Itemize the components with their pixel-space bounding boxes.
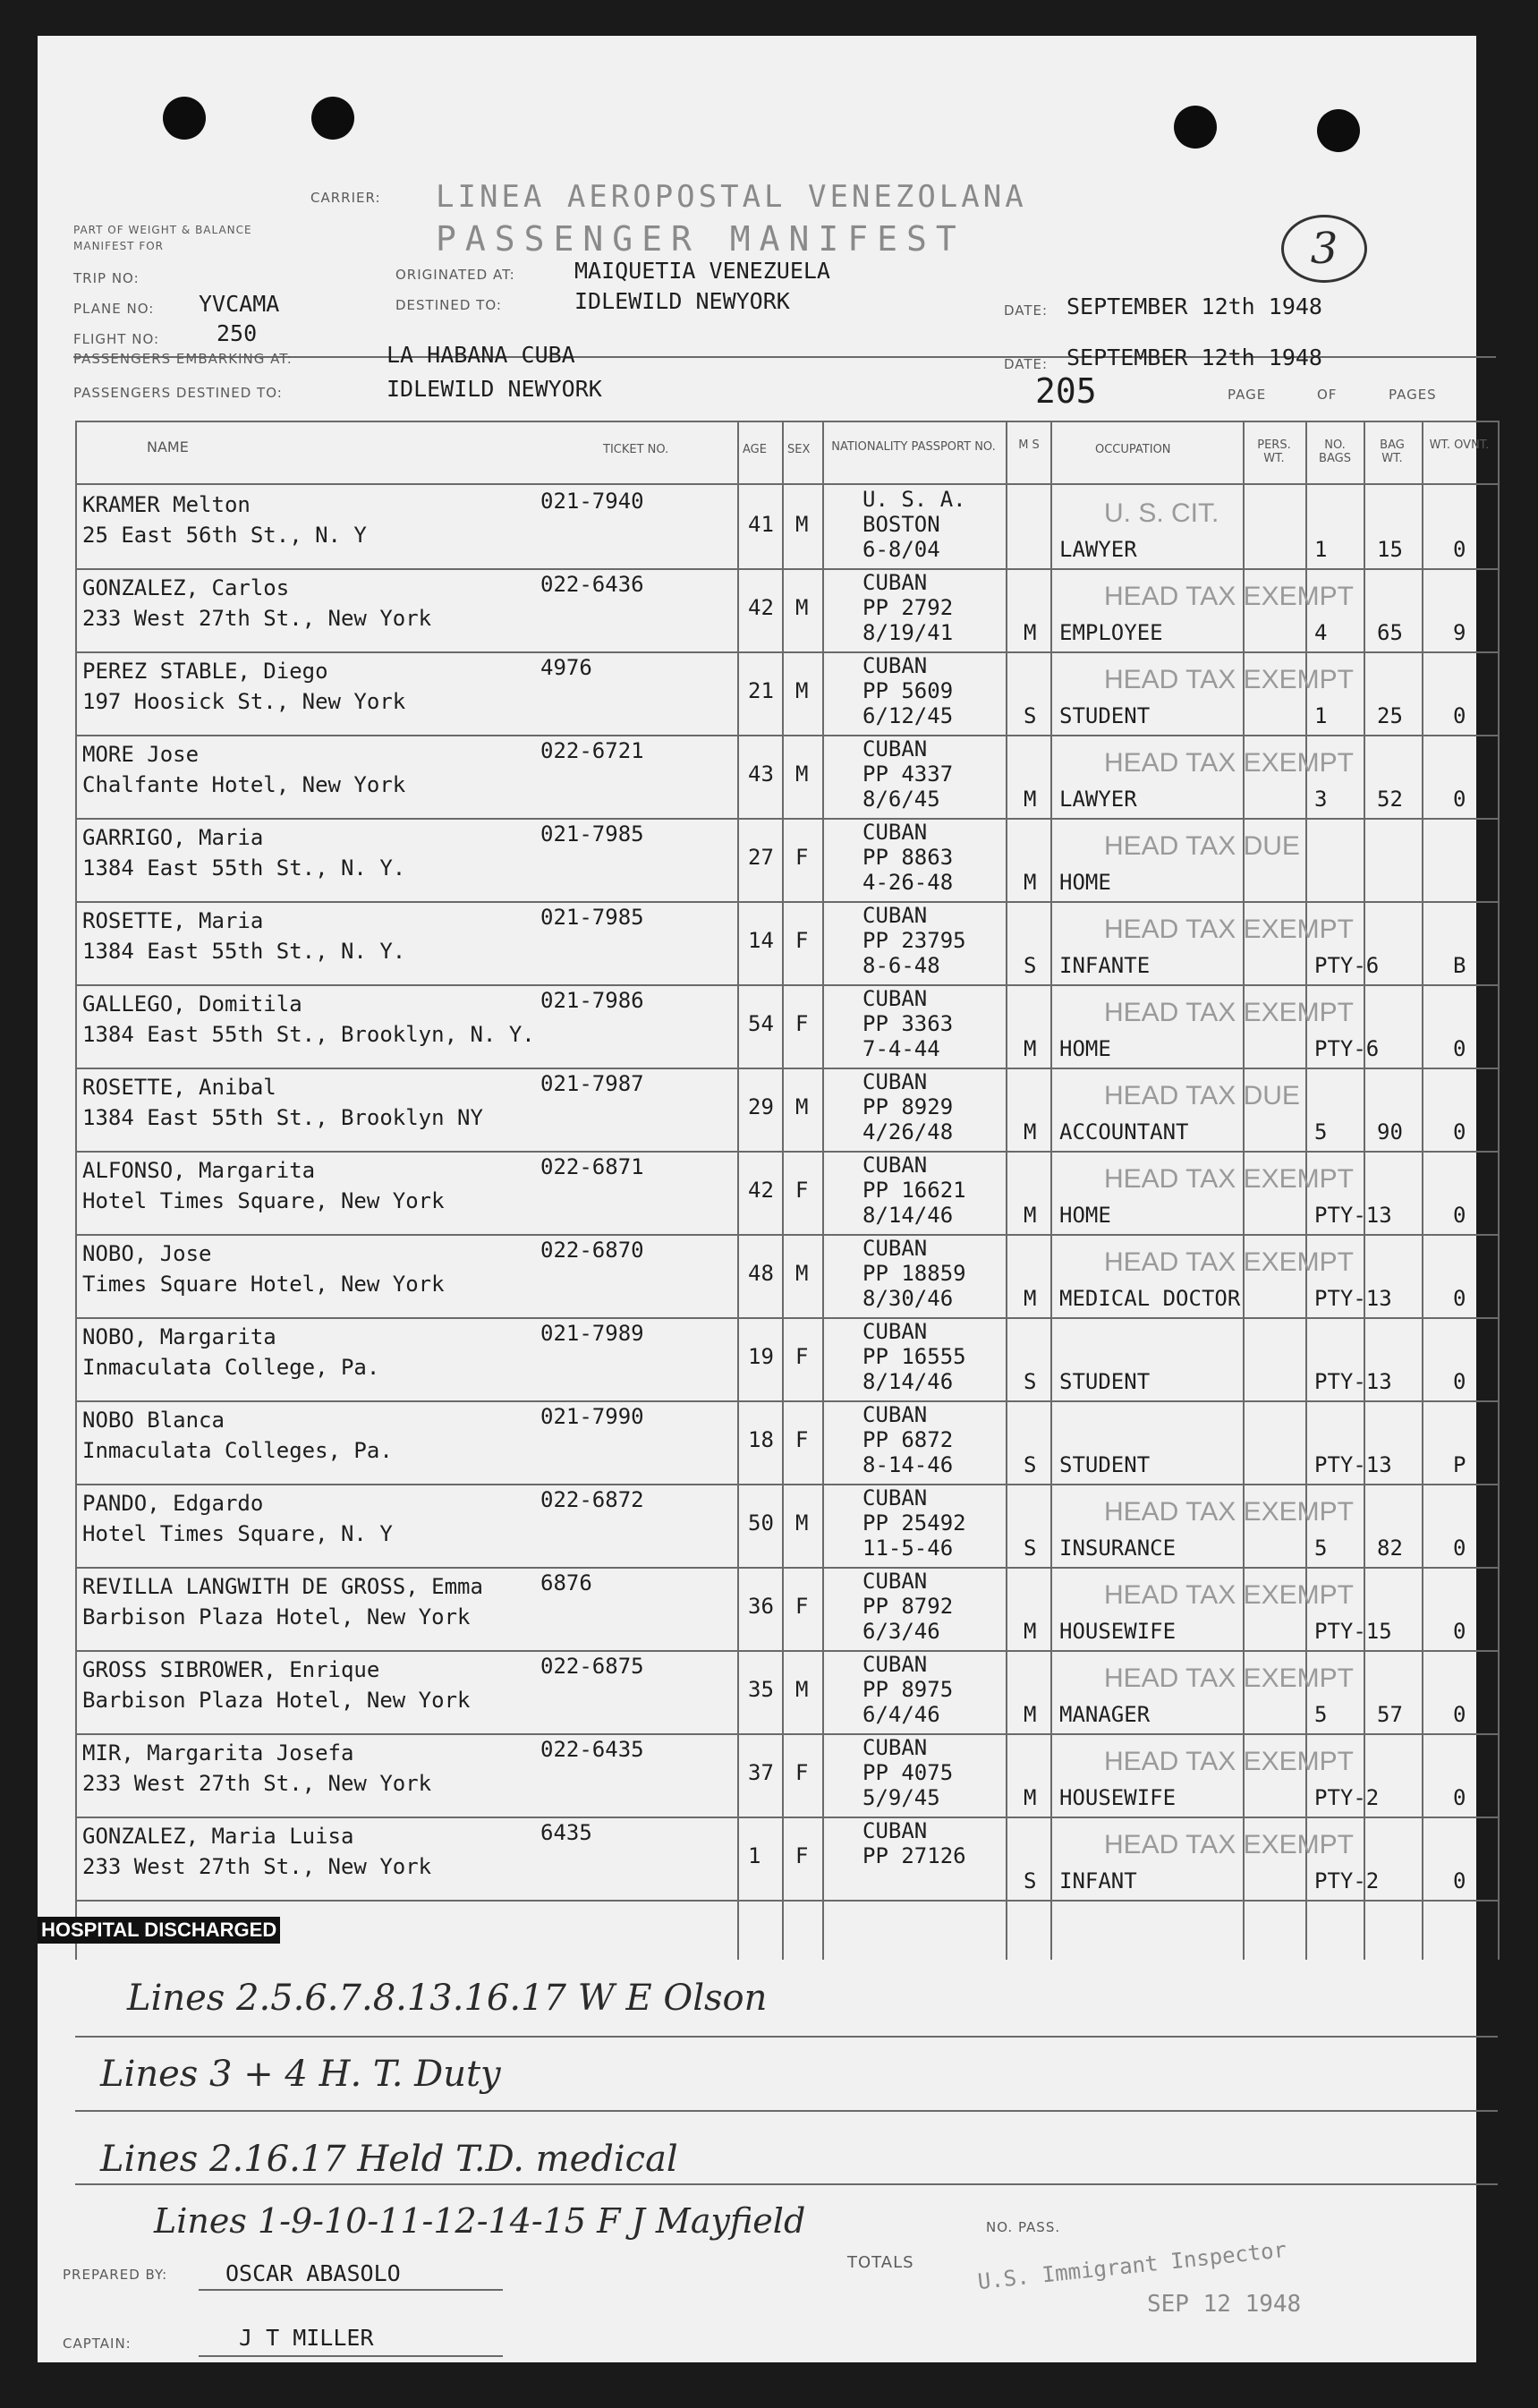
row-bags: PTY-6 bbox=[1314, 1036, 1380, 1061]
row-name: GARRIGO, Maria bbox=[82, 825, 264, 850]
row-note: HEAD TAX EXEMPT bbox=[1104, 1830, 1354, 1859]
row-bag-wt: 15 bbox=[1377, 537, 1403, 562]
row-wt-ovnt: 0 bbox=[1453, 1619, 1466, 1644]
row-ticket: 022-6436 bbox=[540, 572, 644, 597]
row-note: HEAD TAX EXEMPT bbox=[1104, 1580, 1354, 1610]
carrier-name: LINEA AEROPOSTAL VENEZOLANA bbox=[436, 179, 1027, 215]
col-bag-wt: BAG WT. bbox=[1380, 438, 1405, 465]
row-sex: M bbox=[795, 678, 809, 703]
row-sex: F bbox=[795, 1843, 809, 1868]
row-address: 25 East 56th St., N. Y bbox=[82, 523, 367, 548]
row-passport-date: 4-26-48 bbox=[862, 870, 954, 895]
row-nationality: CUBAN bbox=[862, 1818, 928, 1843]
row-ms: S bbox=[1024, 1369, 1037, 1394]
captain-label: CAPTAIN: bbox=[63, 2336, 132, 2352]
row-occupation: MEDICAL DOCTOR bbox=[1059, 1286, 1241, 1311]
plane-no-value: YVCAMA bbox=[199, 291, 280, 317]
row-ms: M bbox=[1024, 870, 1037, 895]
row-passport-date: 4/26/48 bbox=[862, 1119, 954, 1144]
row-occupation: MANAGER bbox=[1059, 1702, 1151, 1727]
row-occupation: INSURANCE bbox=[1059, 1536, 1177, 1561]
row-occupation: HOME bbox=[1059, 1036, 1111, 1061]
row-passport: PP 5609 bbox=[862, 678, 954, 703]
row-bag-wt: 82 bbox=[1377, 1536, 1403, 1561]
row-ticket: 022-6875 bbox=[540, 1654, 644, 1679]
row-bags: PTY-2 bbox=[1314, 1785, 1380, 1810]
row-nationality: CUBAN bbox=[862, 736, 928, 762]
row-note: HEAD TAX DUE bbox=[1104, 1081, 1300, 1110]
row-address: Barbison Plaza Hotel, New York bbox=[82, 1688, 471, 1713]
flight-no-value: 250 bbox=[217, 320, 258, 346]
row-address: 197 Hoosick St., New York bbox=[82, 689, 406, 714]
row-passport: PP 18859 bbox=[862, 1261, 966, 1286]
row-note: HEAD TAX EXEMPT bbox=[1104, 1747, 1354, 1776]
row-bags: 3 bbox=[1314, 787, 1328, 812]
row-occupation: INFANT bbox=[1059, 1868, 1137, 1893]
weight-balance-label: PART OF WEIGHT & BALANCE bbox=[73, 224, 252, 236]
row-passport: PP 8975 bbox=[862, 1677, 954, 1702]
prepared-by-label: PREPARED BY: bbox=[63, 2267, 168, 2283]
row-sex: F bbox=[795, 1178, 809, 1203]
row-address: 233 West 27th St., New York bbox=[82, 606, 432, 631]
page-number: 205 bbox=[1035, 371, 1097, 411]
row-bag-wt: 25 bbox=[1377, 703, 1403, 728]
row-occupation: HOUSEWIFE bbox=[1059, 1785, 1177, 1810]
row-ticket: 022-6871 bbox=[540, 1154, 644, 1179]
row-ticket: 021-7940 bbox=[540, 489, 644, 514]
row-nationality: CUBAN bbox=[862, 1069, 928, 1094]
row-nationality: U. S. A. bbox=[862, 487, 966, 512]
row-nationality: CUBAN bbox=[862, 1485, 928, 1510]
carrier-label: CARRIER: bbox=[310, 190, 381, 206]
row-nationality: CUBAN bbox=[862, 1735, 928, 1760]
row-bags: PTY-13 bbox=[1314, 1452, 1392, 1477]
handwritten-line-1: Lines 2.5.6.7.8.13.16.17 W E Olson bbox=[127, 1978, 768, 2019]
row-passport-date: 6/3/46 bbox=[862, 1619, 940, 1644]
row-name: ROSETTE, Anibal bbox=[82, 1075, 276, 1100]
row-address: 1384 East 55th St., Brooklyn, N. Y. bbox=[82, 1022, 535, 1047]
row-bags: PTY-13 bbox=[1314, 1286, 1392, 1311]
row-age: 36 bbox=[748, 1594, 774, 1619]
row-ms: M bbox=[1024, 1036, 1037, 1061]
row-note: HEAD TAX EXEMPT bbox=[1104, 1663, 1354, 1693]
row-age: 50 bbox=[748, 1510, 774, 1536]
row-ms: M bbox=[1024, 1785, 1037, 1810]
row-ms: M bbox=[1024, 1286, 1037, 1311]
row-ticket: 022-6721 bbox=[540, 738, 644, 763]
date2-value: SEPTEMBER 12th 1948 bbox=[1066, 345, 1322, 370]
row-passport: PP 8929 bbox=[862, 1094, 954, 1119]
trip-no-label: TRIP NO: bbox=[73, 270, 140, 286]
row-name: PEREZ STABLE, Diego bbox=[82, 659, 328, 684]
row-ticket: 6876 bbox=[540, 1570, 592, 1595]
row-wt-ovnt: 0 bbox=[1453, 1536, 1466, 1561]
row-sex: F bbox=[795, 1594, 809, 1619]
punch-hole-icon bbox=[1174, 106, 1217, 149]
row-address: Times Square Hotel, New York bbox=[82, 1272, 445, 1297]
row-wt-ovnt: 0 bbox=[1453, 537, 1466, 562]
row-nationality: CUBAN bbox=[862, 986, 928, 1011]
row-bags: PTY-6 bbox=[1314, 953, 1380, 978]
row-address: Hotel Times Square, N. Y bbox=[82, 1521, 393, 1546]
row-wt-ovnt: 0 bbox=[1453, 1369, 1466, 1394]
row-name: MORE Jose bbox=[82, 742, 200, 767]
row-sex: F bbox=[795, 928, 809, 953]
flight-no-label: FLIGHT NO: bbox=[73, 331, 160, 347]
row-address: 1384 East 55th St., Brooklyn NY bbox=[82, 1105, 483, 1130]
handwritten-line-4: Lines 1-9-10-11-12-14-15 F J Mayfield bbox=[154, 2201, 806, 2241]
date2-label: DATE: bbox=[1004, 356, 1049, 372]
row-bags: PTY-13 bbox=[1314, 1203, 1392, 1228]
date-stamp: SEP 12 1948 bbox=[1147, 2291, 1302, 2318]
row-occupation: STUDENT bbox=[1059, 1452, 1151, 1477]
row-nationality: CUBAN bbox=[862, 1153, 928, 1178]
pages-label: PAGES bbox=[1389, 387, 1437, 403]
row-passport-date: 6/12/45 bbox=[862, 703, 954, 728]
row-name: NOBO Blanca bbox=[82, 1408, 225, 1433]
row-ticket: 021-7987 bbox=[540, 1071, 644, 1096]
row-passport-date: 8/6/45 bbox=[862, 787, 940, 812]
row-bags: 5 bbox=[1314, 1119, 1328, 1144]
row-age: 27 bbox=[748, 845, 774, 870]
row-nationality: CUBAN bbox=[862, 653, 928, 678]
row-bags: PTY-2 bbox=[1314, 1868, 1380, 1893]
row-bags: 5 bbox=[1314, 1536, 1328, 1561]
plane-no-label: PLANE NO: bbox=[73, 301, 155, 317]
row-ms: M bbox=[1024, 1619, 1037, 1644]
row-ms: S bbox=[1024, 1536, 1037, 1561]
row-note: HEAD TAX EXEMPT bbox=[1104, 915, 1354, 944]
of-label: OF bbox=[1317, 387, 1338, 403]
prepared-by-value: OSCAR ABASOLO bbox=[225, 2260, 401, 2286]
row-sex: F bbox=[795, 1011, 809, 1036]
row-passport: PP 25492 bbox=[862, 1510, 966, 1536]
row-address: 1384 East 55th St., N. Y. bbox=[82, 939, 406, 964]
row-wt-ovnt: 0 bbox=[1453, 787, 1466, 812]
row-age: 41 bbox=[748, 512, 774, 537]
row-wt-ovnt: 0 bbox=[1453, 1286, 1466, 1311]
col-occupation: OCCUPATION bbox=[1095, 443, 1171, 456]
row-passport: PP 4337 bbox=[862, 762, 954, 787]
row-sex: M bbox=[795, 512, 809, 537]
punch-hole-icon bbox=[1317, 109, 1360, 152]
row-occupation: STUDENT bbox=[1059, 703, 1151, 728]
col-sex: SEX bbox=[787, 443, 811, 456]
row-note: HEAD TAX EXEMPT bbox=[1104, 1164, 1354, 1194]
row-nationality: CUBAN bbox=[862, 1569, 928, 1594]
row-wt-ovnt: 0 bbox=[1453, 1702, 1466, 1727]
originated-value: MAIQUETIA VENEZUELA bbox=[574, 258, 830, 284]
row-note: HEAD TAX EXEMPT bbox=[1104, 665, 1354, 694]
row-wt-ovnt: B bbox=[1453, 953, 1466, 978]
row-name: KRAMER Melton bbox=[82, 492, 251, 517]
row-age: 48 bbox=[748, 1261, 774, 1286]
row-ticket: 4976 bbox=[540, 655, 592, 680]
row-ticket: 022-6870 bbox=[540, 1238, 644, 1263]
row-bags: 1 bbox=[1314, 537, 1328, 562]
row-name: ALFONSO, Margarita bbox=[82, 1158, 316, 1183]
row-ticket: 022-6872 bbox=[540, 1487, 644, 1512]
originated-label: ORIGINATED AT: bbox=[395, 267, 515, 283]
row-nationality: CUBAN bbox=[862, 1236, 928, 1261]
row-passport-date: 8-14-46 bbox=[862, 1452, 954, 1477]
row-nationality: CUBAN bbox=[862, 570, 928, 595]
row-nationality: CUBAN bbox=[862, 820, 928, 845]
row-name: NOBO, Jose bbox=[82, 1241, 212, 1266]
row-address: Barbison Plaza Hotel, New York bbox=[82, 1604, 471, 1629]
row-bag-wt: 52 bbox=[1377, 787, 1403, 812]
row-passport: PP 16621 bbox=[862, 1178, 966, 1203]
page-title: PASSENGER MANIFEST bbox=[436, 219, 965, 259]
destined-value: IDLEWILD NEWYORK bbox=[574, 288, 790, 314]
row-sex: M bbox=[795, 1261, 809, 1286]
row-ticket: 6435 bbox=[540, 1820, 592, 1845]
inspector-stamp: U.S. Immigrant Inspector bbox=[976, 2236, 1288, 2295]
row-passport-date: 5/9/45 bbox=[862, 1785, 940, 1810]
handwritten-line-3: Lines 2.16.17 Held T.D. medical bbox=[100, 2139, 678, 2180]
row-wt-ovnt: 9 bbox=[1453, 620, 1466, 645]
row-sex: F bbox=[795, 1760, 809, 1785]
row-note: HEAD TAX EXEMPT bbox=[1104, 748, 1354, 778]
row-passport-date: 8-6-48 bbox=[862, 953, 940, 978]
col-name: NAME bbox=[147, 438, 189, 455]
row-wt-ovnt: P bbox=[1453, 1452, 1466, 1477]
row-occupation: STUDENT bbox=[1059, 1369, 1151, 1394]
row-note: HEAD TAX EXEMPT bbox=[1104, 1247, 1354, 1277]
row-age: 42 bbox=[748, 595, 774, 620]
row-passport-date: 8/14/46 bbox=[862, 1369, 954, 1394]
row-passport-date: 6/4/46 bbox=[862, 1702, 940, 1727]
row-address: Hotel Times Square, New York bbox=[82, 1188, 445, 1213]
row-passport-date: 8/19/41 bbox=[862, 620, 954, 645]
row-age: 18 bbox=[748, 1427, 774, 1452]
row-passport-date: 7-4-44 bbox=[862, 1036, 940, 1061]
manifest-for-label: MANIFEST FOR bbox=[73, 240, 165, 252]
pass-destined-value: IDLEWILD NEWYORK bbox=[387, 376, 602, 402]
col-nationality: NATIONALITY PASSPORT NO. bbox=[831, 440, 996, 454]
row-ms: S bbox=[1024, 1452, 1037, 1477]
col-pers-wt: PERS. WT. bbox=[1257, 438, 1291, 465]
row-passport-date: 11-5-46 bbox=[862, 1536, 954, 1561]
row-name: PANDO, Edgardo bbox=[82, 1491, 264, 1516]
row-bags: 5 bbox=[1314, 1702, 1328, 1727]
row-age: 54 bbox=[748, 1011, 774, 1036]
row-bag-wt: 90 bbox=[1377, 1119, 1403, 1144]
handwritten-line-2: Lines 3 + 4 H. T. Duty bbox=[100, 2054, 501, 2095]
row-occupation: HOME bbox=[1059, 870, 1111, 895]
col-age: AGE bbox=[743, 443, 767, 456]
embarking-label: PASSENGERS EMBARKING AT: bbox=[73, 351, 293, 367]
row-passport: PP 23795 bbox=[862, 928, 966, 953]
row-name: ROSETTE, Maria bbox=[82, 908, 264, 933]
passenger-table bbox=[75, 421, 1500, 1960]
row-sex: M bbox=[795, 1094, 809, 1119]
row-passport: PP 2792 bbox=[862, 595, 954, 620]
row-age: 21 bbox=[748, 678, 774, 703]
row-ticket: 021-7989 bbox=[540, 1321, 644, 1346]
col-wt-ovnt: WT. OVNT. bbox=[1429, 438, 1490, 452]
row-name: MIR, Margarita Josefa bbox=[82, 1740, 354, 1766]
row-passport: PP 16555 bbox=[862, 1344, 966, 1369]
row-age: 43 bbox=[748, 762, 774, 787]
punch-hole-icon bbox=[163, 97, 206, 140]
row-bags: 4 bbox=[1314, 620, 1328, 645]
row-note: HEAD TAX DUE bbox=[1104, 831, 1300, 861]
row-sex: M bbox=[795, 1677, 809, 1702]
row-ms: M bbox=[1024, 787, 1037, 812]
row-ms: M bbox=[1024, 1702, 1037, 1727]
row-address: 233 West 27th St., New York bbox=[82, 1771, 432, 1796]
row-name: REVILLA LANGWITH DE GROSS, Emma bbox=[82, 1574, 483, 1599]
row-occupation: LAWYER bbox=[1059, 537, 1137, 562]
row-age: 14 bbox=[748, 928, 774, 953]
row-ticket: 022-6435 bbox=[540, 1737, 644, 1762]
row-nationality: CUBAN bbox=[862, 1402, 928, 1427]
row-bag-wt: 65 bbox=[1377, 620, 1403, 645]
row-sex: M bbox=[795, 595, 809, 620]
row-occupation: ACCOUNTANT bbox=[1059, 1119, 1189, 1144]
row-passport: BOSTON bbox=[862, 512, 940, 537]
row-sex: F bbox=[795, 1427, 809, 1452]
row-ms: S bbox=[1024, 703, 1037, 728]
row-ms: M bbox=[1024, 1119, 1037, 1144]
row-ms: M bbox=[1024, 620, 1037, 645]
no-pass-label: NO. PASS. bbox=[986, 2219, 1061, 2235]
page-label: PAGE bbox=[1228, 387, 1267, 403]
row-occupation: INFANTE bbox=[1059, 953, 1151, 978]
row-ms: S bbox=[1024, 1868, 1037, 1893]
col-ms: M S bbox=[1018, 438, 1040, 452]
page-circle-number: 3 bbox=[1281, 215, 1367, 283]
embarking-value: LA HABANA CUBA bbox=[387, 342, 575, 368]
row-age: 42 bbox=[748, 1178, 774, 1203]
row-age: 19 bbox=[748, 1344, 774, 1369]
row-bags: PTY-13 bbox=[1314, 1369, 1392, 1394]
row-bags: 1 bbox=[1314, 703, 1328, 728]
row-passport: PP 27126 bbox=[862, 1843, 966, 1868]
row-address: Inmaculata Colleges, Pa. bbox=[82, 1438, 393, 1463]
row-name: GONZALEZ, Maria Luisa bbox=[82, 1824, 354, 1849]
row-name: GONZALEZ, Carlos bbox=[82, 575, 290, 600]
col-ticket: TICKET NO. bbox=[603, 443, 669, 456]
row-ticket: 021-7985 bbox=[540, 905, 644, 930]
row-age: 35 bbox=[748, 1677, 774, 1702]
row-ms: M bbox=[1024, 1203, 1037, 1228]
row-address: 233 West 27th St., New York bbox=[82, 1854, 432, 1879]
row-age: 29 bbox=[748, 1094, 774, 1119]
row-wt-ovnt: 0 bbox=[1453, 703, 1466, 728]
row-note: HEAD TAX EXEMPT bbox=[1104, 998, 1354, 1027]
row-passport: PP 6872 bbox=[862, 1427, 954, 1452]
date-label: DATE: bbox=[1004, 302, 1049, 319]
row-wt-ovnt: 0 bbox=[1453, 1119, 1466, 1144]
row-wt-ovnt: 0 bbox=[1453, 1036, 1466, 1061]
row-passport-date: 6-8/04 bbox=[862, 537, 940, 562]
row-wt-ovnt: 0 bbox=[1453, 1785, 1466, 1810]
row-age: 1 bbox=[748, 1843, 761, 1868]
row-sex: M bbox=[795, 1510, 809, 1536]
row-nationality: CUBAN bbox=[862, 1319, 928, 1344]
totals-label: TOTALS bbox=[847, 2253, 914, 2272]
row-address: Inmaculata College, Pa. bbox=[82, 1355, 380, 1380]
date-value: SEPTEMBER 12th 1948 bbox=[1066, 294, 1322, 319]
row-note: U. S. CIT. bbox=[1104, 498, 1219, 528]
row-ms: S bbox=[1024, 953, 1037, 978]
captain-value: J T MILLER bbox=[239, 2325, 374, 2351]
pass-destined-label: PASSENGERS DESTINED TO: bbox=[73, 385, 283, 401]
row-address: Chalfante Hotel, New York bbox=[82, 772, 406, 797]
col-no-bags: NO. BAGS bbox=[1319, 438, 1351, 465]
row-note: HEAD TAX EXEMPT bbox=[1104, 1497, 1354, 1527]
hospital-discharged-stamp: HOSPITAL DISCHARGED bbox=[38, 1917, 280, 1944]
row-ticket: 021-7986 bbox=[540, 988, 644, 1013]
manifest-sheet bbox=[38, 36, 1490, 2362]
row-wt-ovnt: 0 bbox=[1453, 1203, 1466, 1228]
row-name: GROSS SIBROWER, Enrique bbox=[82, 1657, 380, 1682]
row-occupation: HOME bbox=[1059, 1203, 1111, 1228]
row-occupation: EMPLOYEE bbox=[1059, 620, 1163, 645]
row-nationality: CUBAN bbox=[862, 1652, 928, 1677]
row-sex: M bbox=[795, 762, 809, 787]
row-bags: PTY-15 bbox=[1314, 1619, 1392, 1644]
row-sex: F bbox=[795, 845, 809, 870]
row-address: 1384 East 55th St., N. Y. bbox=[82, 855, 406, 881]
row-bag-wt: 57 bbox=[1377, 1702, 1403, 1727]
row-occupation: LAWYER bbox=[1059, 787, 1137, 812]
row-name: GALLEGO, Domitila bbox=[82, 991, 302, 1017]
row-wt-ovnt: 0 bbox=[1453, 1868, 1466, 1893]
row-passport: PP 8863 bbox=[862, 845, 954, 870]
punch-hole-icon bbox=[311, 97, 354, 140]
row-ticket: 021-7990 bbox=[540, 1404, 644, 1429]
row-sex: F bbox=[795, 1344, 809, 1369]
row-nationality: CUBAN bbox=[862, 903, 928, 928]
destined-label: DESTINED TO: bbox=[395, 297, 502, 313]
row-age: 37 bbox=[748, 1760, 774, 1785]
row-note: HEAD TAX EXEMPT bbox=[1104, 582, 1354, 611]
row-ticket: 021-7985 bbox=[540, 821, 644, 847]
row-occupation: HOUSEWIFE bbox=[1059, 1619, 1177, 1644]
row-passport-date: 8/14/46 bbox=[862, 1203, 954, 1228]
row-passport: PP 3363 bbox=[862, 1011, 954, 1036]
row-passport: PP 8792 bbox=[862, 1594, 954, 1619]
row-passport: PP 4075 bbox=[862, 1760, 954, 1785]
row-passport-date: 8/30/46 bbox=[862, 1286, 954, 1311]
row-name: NOBO, Margarita bbox=[82, 1324, 276, 1349]
